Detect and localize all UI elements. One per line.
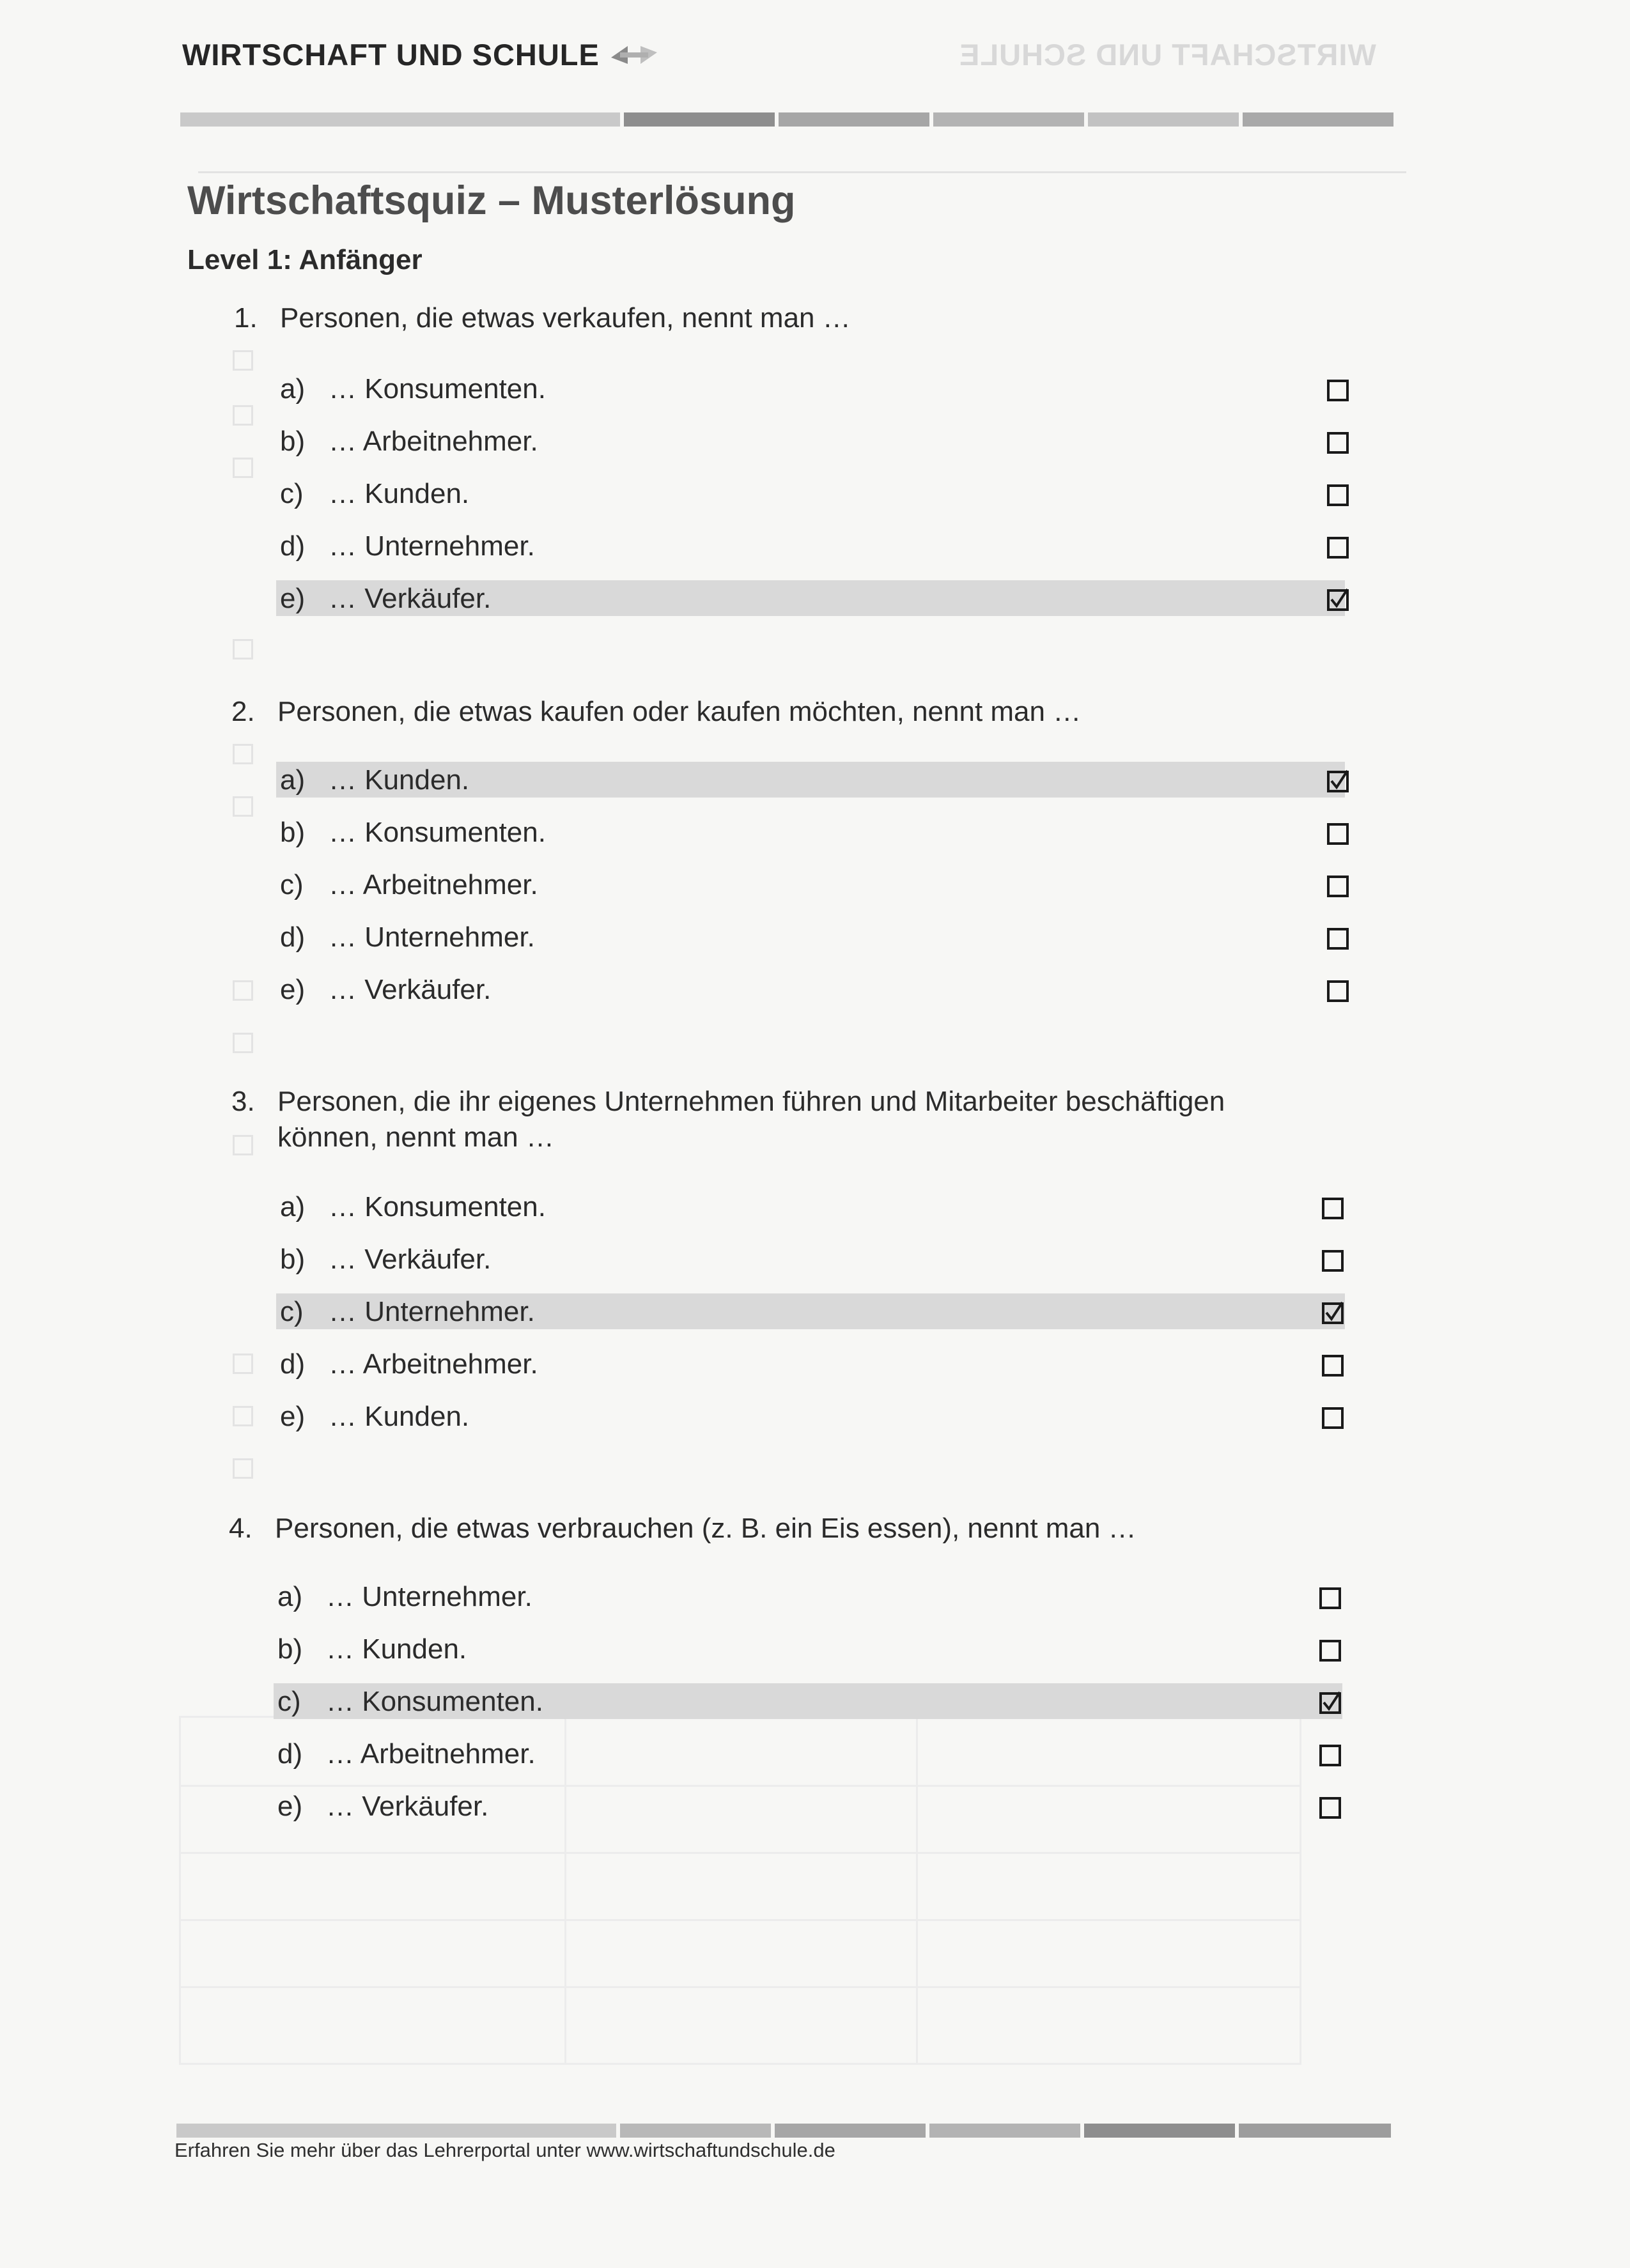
answer-letter: c) xyxy=(280,478,304,509)
answer-checkbox[interactable] xyxy=(1322,1355,1344,1377)
answer-checkbox[interactable] xyxy=(1322,1198,1344,1219)
answer-text: … Unternehmer. xyxy=(329,1296,535,1327)
answer-letter: c) xyxy=(280,1296,304,1327)
bleed-through-checkbox xyxy=(233,1458,253,1479)
answer-checkbox-checked[interactable] xyxy=(1322,1302,1344,1324)
answer-text: … Arbeitnehmer. xyxy=(329,869,538,900)
footer-stripe xyxy=(176,2124,1392,2138)
question-number: 3. xyxy=(231,1086,255,1117)
question-text: Personen, die ihr eigenes Unternehmen führen und Mitarbeiter beschäftigen xyxy=(277,1086,1225,1117)
footer-text: Erfahren Sie mehr über das Lehrerportal unter www.wirtschaftundschule.de xyxy=(175,2139,835,2161)
answer-letter: d) xyxy=(280,1348,306,1380)
answer-letter: c) xyxy=(277,1686,301,1717)
answer-checkbox[interactable] xyxy=(1322,1250,1344,1272)
answer-text: … Konsumenten. xyxy=(329,817,546,848)
answer-text: … Verkäufer. xyxy=(329,1244,492,1275)
answer-checkbox[interactable] xyxy=(1327,876,1349,897)
answer-text: … Konsumenten. xyxy=(326,1686,543,1717)
answer-checkbox[interactable] xyxy=(1319,1640,1341,1662)
checkmark-icon xyxy=(1328,587,1350,611)
question-number: 2. xyxy=(231,696,255,727)
bleed-through-checkbox xyxy=(233,1354,253,1374)
answer-text: … Unternehmer. xyxy=(329,922,535,953)
question-number: 1. xyxy=(234,302,258,334)
checkmark-icon xyxy=(1323,1300,1345,1324)
answer-text: … Verkäufer. xyxy=(329,583,492,614)
answer-checkbox[interactable] xyxy=(1322,1407,1344,1429)
answer-checkbox[interactable] xyxy=(1327,432,1349,454)
answer-checkbox[interactable] xyxy=(1327,823,1349,845)
bleed-through-brand: WIRTSCHAFT UND SCHULE xyxy=(959,38,1376,72)
answer-checkbox[interactable] xyxy=(1327,980,1349,1002)
bleed-through-checkbox xyxy=(233,639,253,660)
answer-checkbox[interactable] xyxy=(1319,1587,1341,1609)
answer-text: … Kunden. xyxy=(329,1401,470,1432)
question-text: können, nennt man … xyxy=(277,1122,554,1153)
checkmark-icon xyxy=(1321,1690,1342,1714)
brand-name: WIRTSCHAFT UND SCHULE xyxy=(182,38,600,72)
question-number: 4. xyxy=(229,1513,252,1544)
answer-text: … Konsumenten. xyxy=(329,1191,546,1223)
answer-letter: b) xyxy=(280,426,306,457)
bleed-through-checkbox xyxy=(233,405,253,426)
brand-logo xyxy=(182,37,660,72)
answer-letter: a) xyxy=(277,1581,303,1612)
checkmark-icon xyxy=(1328,768,1350,792)
bleed-through-checkbox xyxy=(233,458,253,478)
bleed-through-checkbox xyxy=(233,1033,253,1053)
answer-checkbox-checked[interactable] xyxy=(1327,589,1349,611)
answer-checkbox[interactable] xyxy=(1327,380,1349,401)
question-text: Personen, die etwas verkaufen, nennt man … xyxy=(280,302,851,334)
answer-checkbox[interactable] xyxy=(1327,928,1349,950)
answer-letter: c) xyxy=(280,869,304,900)
answer-checkbox[interactable] xyxy=(1319,1745,1341,1766)
answer-letter: b) xyxy=(277,1633,303,1665)
question-text: Personen, die etwas kaufen oder kaufen möchten, nennt man … xyxy=(277,696,1082,727)
answer-text: … Arbeitnehmer. xyxy=(326,1738,536,1770)
answer-checkbox-checked[interactable] xyxy=(1327,771,1349,792)
answer-text: … Kunden. xyxy=(326,1633,467,1665)
answer-letter: b) xyxy=(280,1244,306,1275)
bleed-through-checkbox xyxy=(233,1406,253,1426)
bleed-through-checkbox xyxy=(233,744,253,764)
bleed-through-line xyxy=(198,171,1406,173)
brand-arrow-icon xyxy=(609,41,660,69)
answer-checkbox[interactable] xyxy=(1319,1797,1341,1819)
answer-letter: d) xyxy=(280,922,306,953)
bleed-through-checkbox xyxy=(233,1135,253,1155)
answer-checkbox-checked[interactable] xyxy=(1319,1692,1341,1714)
answer-letter: a) xyxy=(280,1191,306,1223)
answer-letter: a) xyxy=(280,373,306,405)
answer-text: … Unternehmer. xyxy=(329,530,535,562)
level-heading: Level 1: Anfänger xyxy=(187,244,423,275)
bleed-through-checkbox xyxy=(233,350,253,371)
bleed-through-checkbox xyxy=(233,980,253,1001)
answer-letter: e) xyxy=(280,974,306,1005)
answer-letter: e) xyxy=(277,1791,303,1822)
answer-letter: d) xyxy=(280,530,306,562)
answer-checkbox[interactable] xyxy=(1327,484,1349,506)
header-stripe xyxy=(180,112,1395,127)
answer-letter: e) xyxy=(280,1401,306,1432)
answer-text: … Kunden. xyxy=(329,764,470,796)
bleed-through-checkbox xyxy=(233,796,253,817)
answer-letter: e) xyxy=(280,583,306,614)
answer-text: … Verkäufer. xyxy=(329,974,492,1005)
answer-text: … Konsumenten. xyxy=(329,373,546,405)
answer-letter: b) xyxy=(280,817,306,848)
page-title: Wirtschaftsquiz – Musterlösung xyxy=(187,178,796,223)
answer-text: … Arbeitnehmer. xyxy=(329,426,538,457)
answer-checkbox[interactable] xyxy=(1327,537,1349,559)
question-text: Personen, die etwas verbrauchen (z. B. ein Eis essen), nennt man … xyxy=(275,1513,1137,1544)
answer-text: … Kunden. xyxy=(329,478,470,509)
answer-text: … Arbeitnehmer. xyxy=(329,1348,538,1380)
answer-letter: a) xyxy=(280,764,306,796)
answer-text: … Unternehmer. xyxy=(326,1581,532,1612)
answer-letter: d) xyxy=(277,1738,303,1770)
answer-text: … Verkäufer. xyxy=(326,1791,489,1822)
